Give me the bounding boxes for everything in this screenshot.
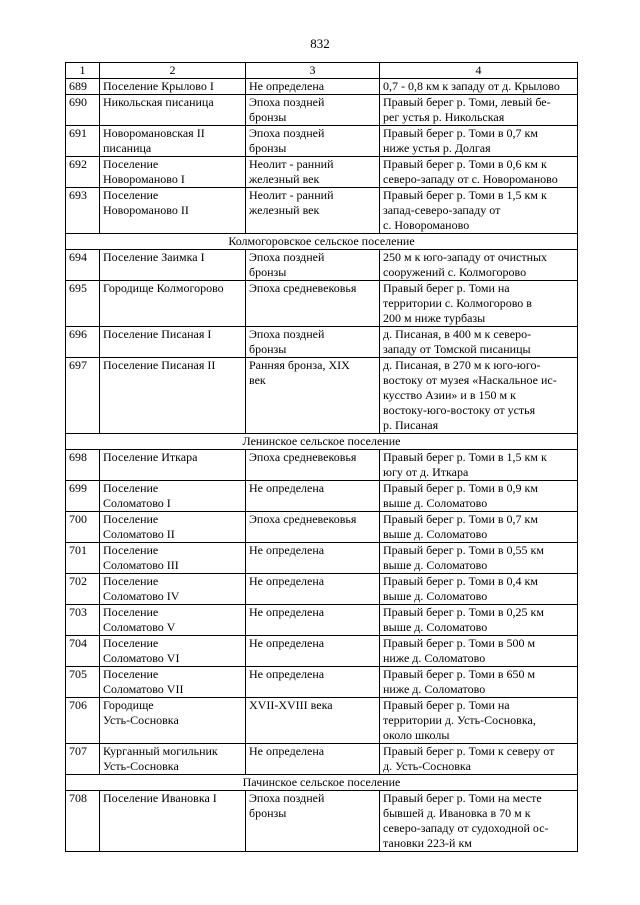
site-location-cell — [380, 636, 578, 667]
site-period-cell — [246, 605, 380, 636]
site-period-cell — [246, 744, 380, 775]
site-name: Поселение Соломатово III — [103, 543, 179, 572]
site-number: 700 — [69, 512, 87, 526]
site-period-cell — [246, 79, 380, 95]
site-period-cell — [246, 791, 380, 852]
site-location-cell — [380, 281, 578, 327]
site-number-cell — [66, 667, 100, 698]
site-location-cell — [380, 543, 578, 574]
site-number-cell — [66, 157, 100, 188]
site-name-cell — [100, 327, 246, 358]
site-period: Эпоха поздней бронзы — [249, 250, 325, 279]
site-location-cell — [380, 95, 578, 126]
table-row — [66, 605, 578, 636]
site-number: 702 — [69, 574, 87, 588]
site-location: Правый берег р. Томи в 0,55 км выше д. Соломатово — [383, 543, 544, 572]
site-period: Не определена — [249, 744, 325, 758]
site-number: 692 — [69, 157, 87, 171]
table-row — [66, 481, 578, 512]
site-period: Не определена — [249, 481, 325, 495]
site-period: Эпоха средневековья — [249, 450, 357, 464]
site-period-cell — [246, 188, 380, 234]
site-period: XVII-XVIII века — [249, 698, 333, 712]
site-number-cell — [66, 636, 100, 667]
site-period: Эпоха средневековья — [249, 512, 357, 526]
site-number: 696 — [69, 327, 87, 341]
site-name: Поселение Крылово I — [103, 79, 214, 93]
site-period: Неолит - ранний железный век — [249, 157, 334, 186]
site-location: Правый берег р. Томи в 1,5 км к запад-северо-западу от с. Новороманово — [383, 188, 547, 232]
site-number: 697 — [69, 358, 87, 372]
site-name-cell — [100, 450, 246, 481]
site-number: 708 — [69, 791, 87, 805]
site-location-cell — [380, 327, 578, 358]
site-name: Новоромановская II писаница — [103, 126, 205, 155]
site-period-cell — [246, 543, 380, 574]
site-location: Правый берег р. Томи в 0,7 км выше д. Соломатово — [383, 512, 538, 541]
site-name: Поселение Новороманово II — [103, 188, 189, 217]
site-number-cell — [66, 188, 100, 234]
section-row — [66, 434, 578, 450]
site-name: Поселение Соломатово VI — [103, 636, 180, 665]
site-name: Поселение Заимка I — [103, 250, 205, 264]
table-row — [66, 358, 578, 434]
table-row — [66, 574, 578, 605]
page-number: 832 — [310, 36, 330, 51]
site-period: Ранняя бронза, XIX век — [249, 358, 350, 387]
site-name-cell — [100, 281, 246, 327]
site-number: 689 — [69, 79, 87, 93]
site-period-cell — [246, 512, 380, 543]
site-period-cell — [246, 450, 380, 481]
table-row — [66, 744, 578, 775]
site-name-cell — [100, 791, 246, 852]
site-name: Поселение Ивановка I — [103, 791, 217, 805]
site-name-cell — [100, 126, 246, 157]
site-name: Поселение Соломатово V — [103, 605, 176, 634]
site-period-cell — [246, 157, 380, 188]
site-name: Поселение Соломатово IV — [103, 574, 180, 603]
section-title: Ленинское сельское поселение — [66, 434, 578, 450]
table-row — [66, 636, 578, 667]
site-name-cell — [100, 605, 246, 636]
section-title: Колмогоровское сельское поселение — [66, 234, 578, 250]
table-row — [66, 250, 578, 281]
site-number: 706 — [69, 698, 87, 712]
site-name: Поселение Писаная II — [103, 358, 216, 372]
site-number: 694 — [69, 250, 87, 264]
site-number: 691 — [69, 126, 87, 140]
table-row — [66, 512, 578, 543]
site-location-cell — [380, 450, 578, 481]
site-location: 0,7 - 0,8 км к западу от д. Крылово — [383, 79, 560, 93]
site-number-cell — [66, 481, 100, 512]
site-period: Эпоха поздней бронзы — [249, 327, 325, 356]
section-row — [66, 775, 578, 791]
heritage-sites-table — [65, 62, 578, 852]
site-number-cell — [66, 543, 100, 574]
site-period: Эпоха поздней бронзы — [249, 95, 325, 124]
column-header-period: 3 — [246, 63, 380, 79]
site-period-cell — [246, 481, 380, 512]
site-period: Эпоха средневековья — [249, 281, 357, 295]
site-location: Правый берег р. Томи в 500 м ниже д. Соломатово — [383, 636, 536, 665]
site-location: Правый берег р. Томи на территории с. Колмогорово в 200 м ниже турбазы — [383, 281, 532, 325]
site-location: Правый берег р. Томи, левый бе- рег устья р. Никольская — [383, 95, 551, 124]
site-number-cell — [66, 95, 100, 126]
site-name-cell — [100, 574, 246, 605]
site-period: Не определена — [249, 605, 325, 619]
table-row — [66, 79, 578, 95]
site-period: Не определена — [249, 79, 325, 93]
site-name-cell — [100, 358, 246, 434]
site-number-cell — [66, 79, 100, 95]
site-location: Правый берег р. Томи в 0,7 км ниже устья р. Долгая — [383, 126, 538, 155]
site-location: 250 м к юго-западу от очистных сооружений с. Колмогорово — [383, 250, 548, 279]
table-row — [66, 327, 578, 358]
table-row — [66, 667, 578, 698]
table-row — [66, 188, 578, 234]
site-name-cell — [100, 481, 246, 512]
site-name-cell — [100, 744, 246, 775]
site-number: 690 — [69, 95, 87, 109]
site-name: Поселение Соломатово I — [103, 481, 171, 510]
site-number: 703 — [69, 605, 87, 619]
site-period: Эпоха поздней бронзы — [249, 126, 325, 155]
site-period-cell — [246, 358, 380, 434]
site-number: 701 — [69, 543, 87, 557]
site-period: Не определена — [249, 574, 325, 588]
site-name: Курганный могильник Усть-Сосновка — [103, 744, 218, 773]
site-location-cell — [380, 250, 578, 281]
site-location: Правый берег р. Томи на территории д. Усть-Сосновка, около школы — [383, 698, 536, 742]
column-header-location: 4 — [380, 63, 578, 79]
site-name-cell — [100, 543, 246, 574]
table-row — [66, 126, 578, 157]
table-row — [66, 281, 578, 327]
site-name-cell — [100, 250, 246, 281]
site-location: Правый берег р. Томи в 0,6 км к северо-западу от с. Новороманово — [383, 157, 558, 186]
site-location-cell — [380, 512, 578, 543]
site-period-cell — [246, 95, 380, 126]
site-number: 699 — [69, 481, 87, 495]
site-number-cell — [66, 698, 100, 744]
site-number-cell — [66, 327, 100, 358]
site-location-cell — [380, 791, 578, 852]
site-period: Не определена — [249, 543, 325, 557]
section-title: Пачинское сельское поселение — [66, 775, 578, 791]
column-header-number: 1 — [66, 63, 100, 79]
site-location-cell — [380, 79, 578, 95]
site-number: 707 — [69, 744, 87, 758]
site-location: Правый берег р. Томи в 650 м ниже д. Соломатово — [383, 667, 536, 696]
site-period: Не определена — [249, 636, 325, 650]
table-row — [66, 450, 578, 481]
table-row — [66, 543, 578, 574]
site-number-cell — [66, 744, 100, 775]
site-location-cell — [380, 481, 578, 512]
site-number: 695 — [69, 281, 87, 295]
site-location: Правый берег р. Томи в 0,4 км выше д. Соломатово — [383, 574, 538, 603]
site-name-cell — [100, 79, 246, 95]
site-period-cell — [246, 250, 380, 281]
site-name: Поселение Соломатово VII — [103, 667, 184, 696]
section-row — [66, 234, 578, 250]
site-number: 705 — [69, 667, 87, 681]
site-period-cell — [246, 281, 380, 327]
site-period-cell — [246, 636, 380, 667]
column-header-row — [66, 63, 578, 79]
site-location: Правый берег р. Томи в 1,5 км к югу от д. Иткара — [383, 450, 547, 479]
site-location-cell — [380, 744, 578, 775]
site-name: Городище Усть-Сосновка — [103, 698, 179, 727]
site-location: д. Писаная, в 400 м к северо- западу от Томской писаницы — [383, 327, 532, 356]
site-number-cell — [66, 512, 100, 543]
site-location: д. Писаная, в 270 м к юго-юго- востоку от музея «Наскальное ис- кусство Азии» и в 150 м к востоку-юго-востоку от устья р. Писаная — [383, 358, 557, 432]
site-name: Никольская писаница — [103, 95, 214, 109]
site-period-cell — [246, 667, 380, 698]
site-number: 704 — [69, 636, 87, 650]
site-name: Городище Колмогорово — [103, 281, 224, 295]
column-header-name: 2 — [100, 63, 246, 79]
site-period-cell — [246, 574, 380, 605]
site-location-cell — [380, 126, 578, 157]
site-location-cell — [380, 698, 578, 744]
site-number: 698 — [69, 450, 87, 464]
site-number-cell — [66, 450, 100, 481]
site-period-cell — [246, 327, 380, 358]
site-period: Не определена — [249, 667, 325, 681]
site-location: Правый берег р. Томи к северу от д. Усть-Сосновка — [383, 744, 555, 773]
site-number-cell — [66, 281, 100, 327]
site-name: Поселение Новороманово I — [103, 157, 185, 186]
site-number-cell — [66, 358, 100, 434]
site-location: Правый берег р. Томи в 0,25 км выше д. Соломатово — [383, 605, 544, 634]
site-number-cell — [66, 126, 100, 157]
table-row — [66, 791, 578, 852]
site-number-cell — [66, 574, 100, 605]
site-location-cell — [380, 188, 578, 234]
site-number-cell — [66, 250, 100, 281]
site-location-cell — [380, 358, 578, 434]
site-name: Поселение Писаная I — [103, 327, 212, 341]
site-location-cell — [380, 574, 578, 605]
site-name-cell — [100, 512, 246, 543]
site-number: 693 — [69, 188, 87, 202]
site-location: Правый берег р. Томи в 0,9 км выше д. Соломатово — [383, 481, 538, 510]
site-name-cell — [100, 636, 246, 667]
site-name: Поселение Иткара — [103, 450, 198, 464]
site-name-cell — [100, 698, 246, 744]
site-period: Эпоха поздней бронзы — [249, 791, 325, 820]
site-location-cell — [380, 667, 578, 698]
table-body — [66, 79, 578, 852]
table-row — [66, 95, 578, 126]
site-number-cell — [66, 605, 100, 636]
site-location-cell — [380, 605, 578, 636]
site-name-cell — [100, 95, 246, 126]
site-name-cell — [100, 188, 246, 234]
table-row — [66, 157, 578, 188]
site-period-cell — [246, 698, 380, 744]
site-location: Правый берег р. Томи на месте бывшей д. Ивановка в 70 м к северо-западу от судоходной ос- тановки 223-й км — [383, 791, 549, 850]
site-name-cell — [100, 157, 246, 188]
site-name-cell — [100, 667, 246, 698]
site-location-cell — [380, 157, 578, 188]
site-name: Поселение Соломатово II — [103, 512, 175, 541]
site-period: Неолит - ранний железный век — [249, 188, 334, 217]
table-row — [66, 698, 578, 744]
site-period-cell — [246, 126, 380, 157]
site-number-cell — [66, 791, 100, 852]
